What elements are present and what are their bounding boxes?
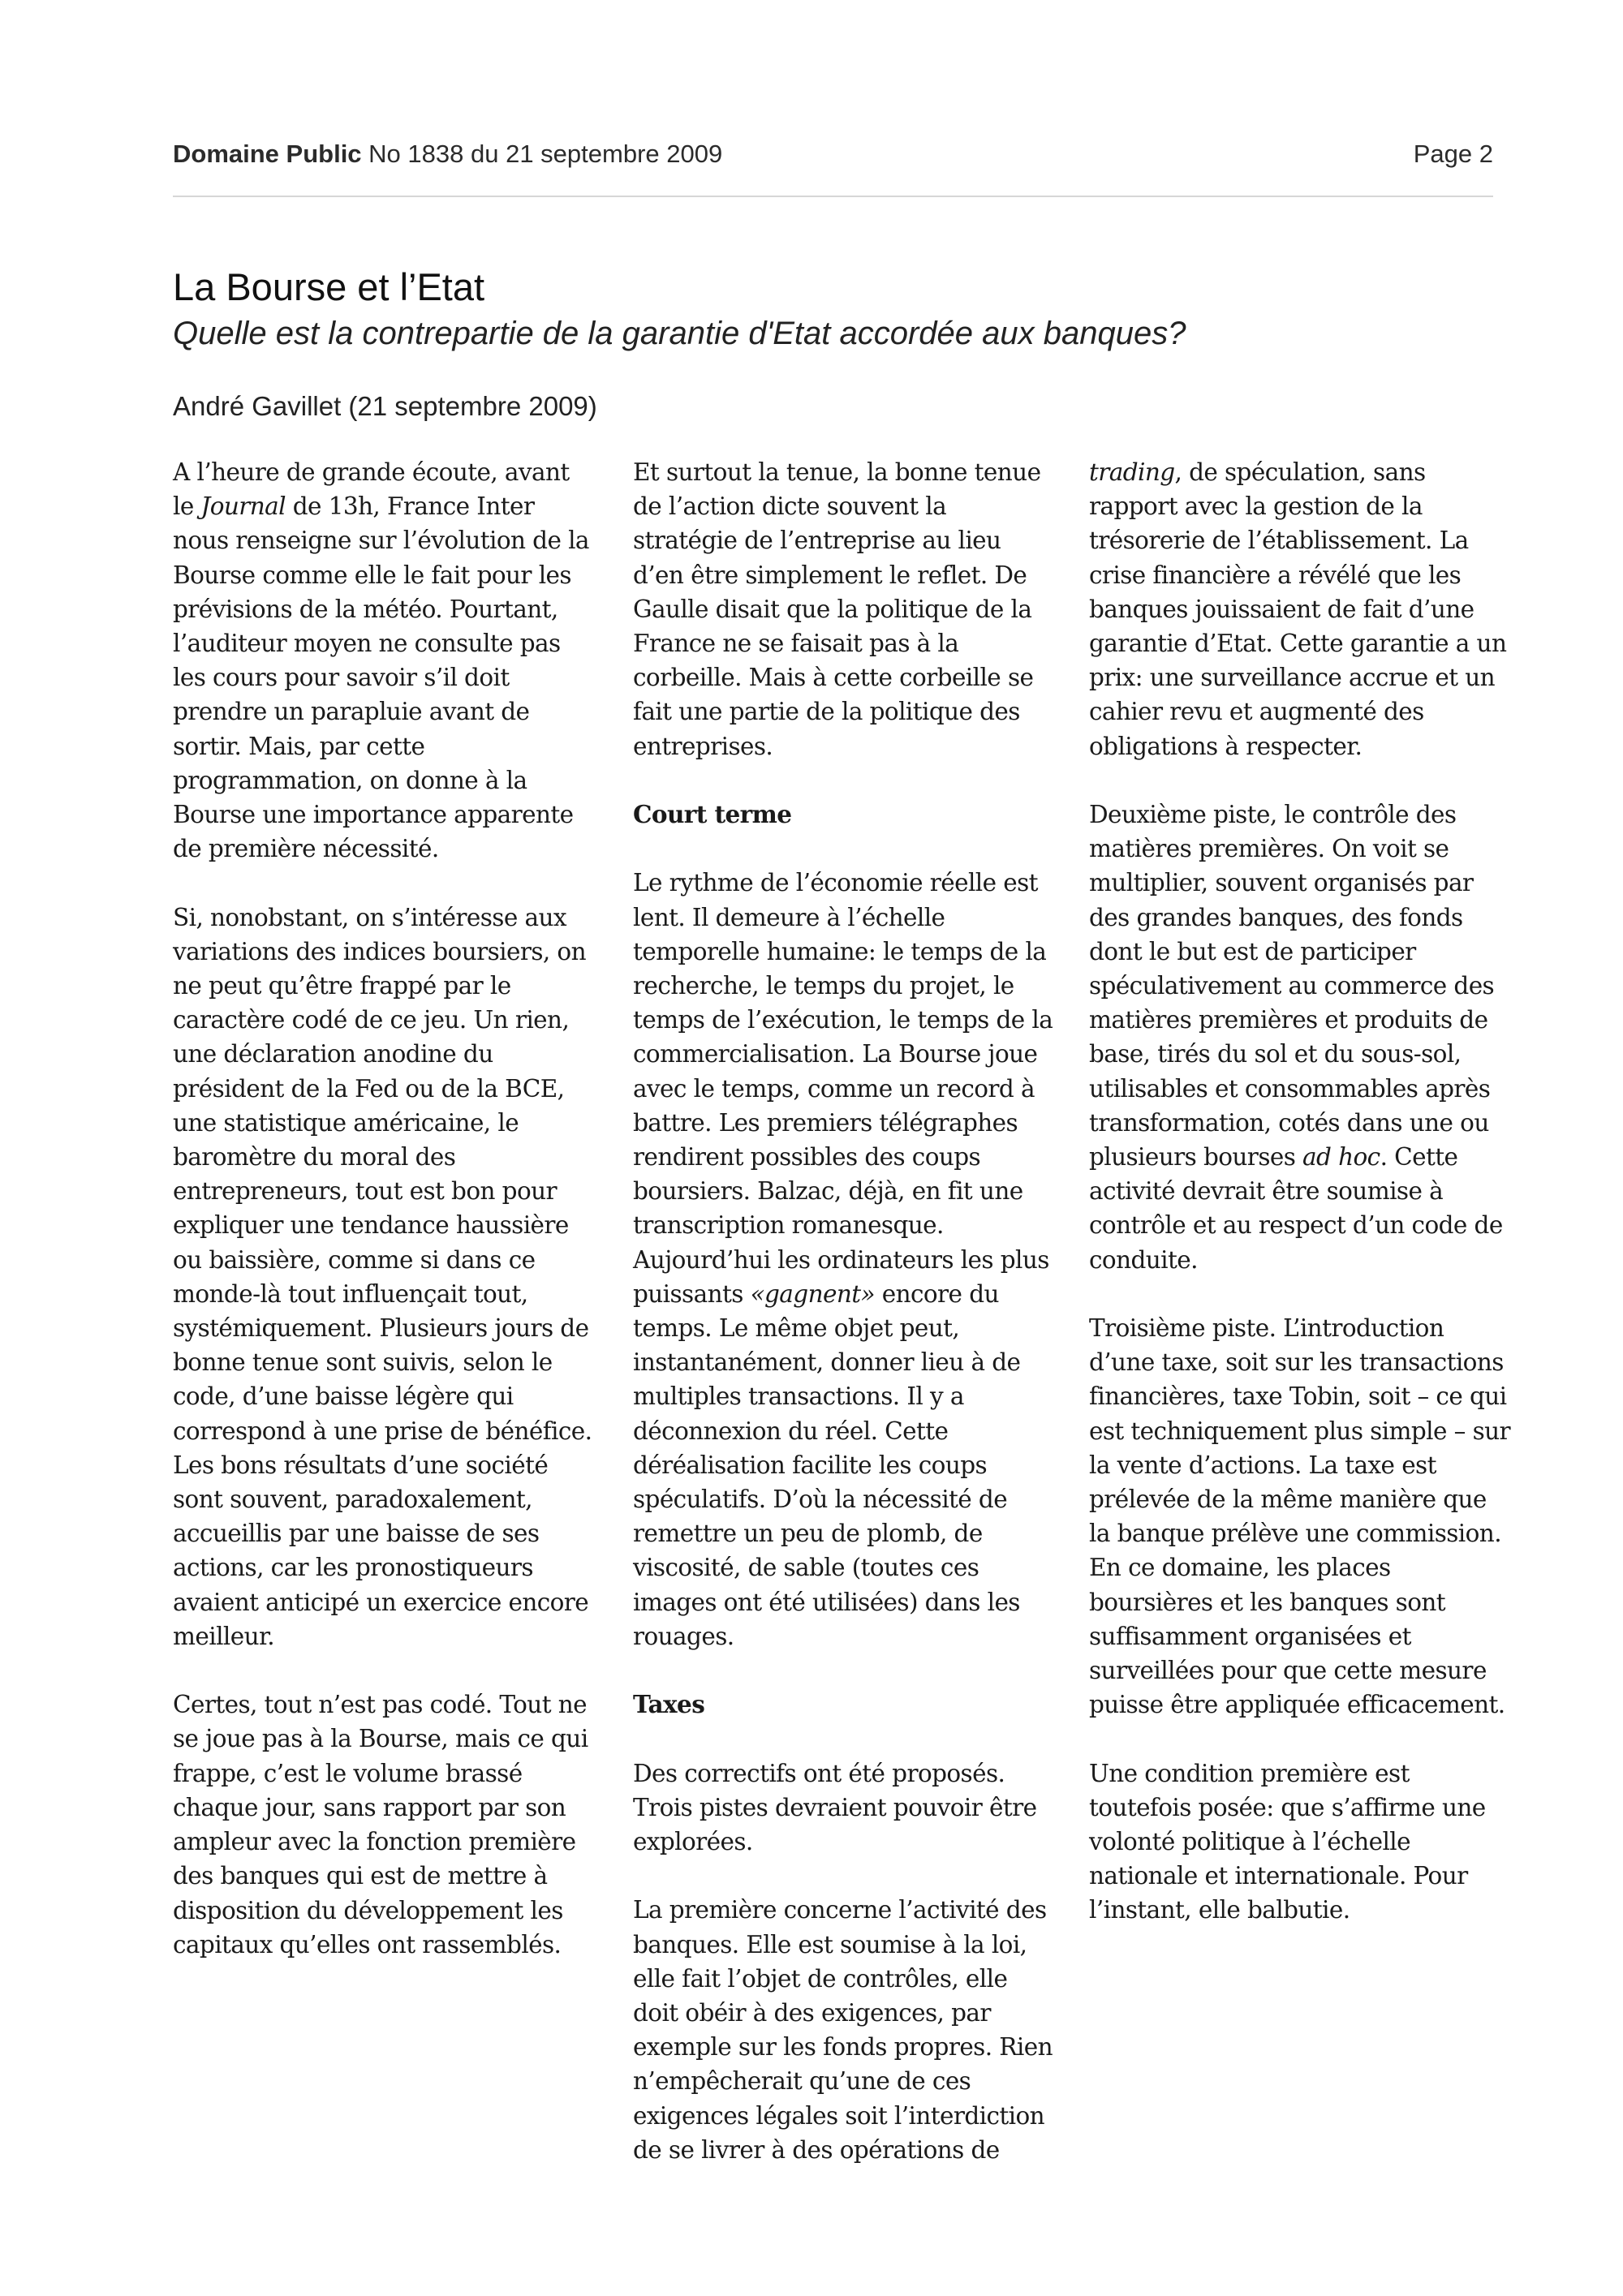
section-heading-taxes: Taxes xyxy=(633,1690,705,1719)
article-byline: André Gavillet (21 septembre 2009) xyxy=(173,391,597,421)
journal-emphasis: Journal xyxy=(200,492,286,521)
article-subtitle: Quelle est la contrepartie de la garantie d'Etat accordée aux banques? xyxy=(173,316,1186,351)
page-number: Page 2 xyxy=(1413,140,1493,168)
text-column-3 xyxy=(1089,455,1511,1962)
paragraph-continued: La première concerne l’activité des banques. Elle est soumise à la loi, elle fait l’objet de contrôles, elle doit obéir à des exigences, par exemple sur les fonds propres. Rien n’empêcherait qu’une de ces exigences légales soit l’interdiction de se livrer à des opérations de xyxy=(633,1896,1053,2164)
text-column-1 xyxy=(173,455,595,1996)
paragraph: Certes, tout n’est pas codé. Tout ne se joue pas à la Bourse, mais ce qui frappe, c’est le volume brassé chaque jour, sans rapport par son ampleur avec la fonction première des banques qui est de mettre à disposition du développement les capitaux qu’elles ont rassemblés. xyxy=(173,1691,588,1958)
paragraph: A l’heure de grande écoute, avant le Journal de 13h, France Inter nous renseigne sur l’évolution de la Bourse comme elle le fait pour les prévisions de la météo. Pourtant, l’auditeur moyen ne consulte pas les cours pour savoir s’il doit prendre un parapluie avant de sortir. Mais, par cette programmation, on donne à la Bourse une importance apparente de première nécessité. xyxy=(173,458,589,863)
section-heading-court-terme: Court terme xyxy=(633,800,792,829)
paragraph: Et surtout la tenue, la bonne tenue de l’action dicte souvent la stratégie de l’entreprise au lieu d’en être simplement le reflet. De Gaulle disait que la politique de la France ne se faisait pas à la corbeille. Mais à cette corbeille se fait une partie de la politique des entreprises. xyxy=(633,458,1041,760)
paragraph: Si, nonobstant, on s’intéresse aux variations des indices boursiers, on ne peut qu’être frappé par le caractère codé de ce jeu. Un rien, une déclaration anodine du président de la Fed ou de la BCE, une statistique américaine, le baromètre du moral des entrepreneurs, tout est bon pour expliquer une tendance haussière ou baissière, comme si dans ce monde-là tout influençait tout, systémiquement. Plusieurs jours de bonne tenue sont suivis, selon le code, d’une baisse légère qui correspond à une prise de bénéfice. Les bons résultats d’une société sont souvent, paradoxalement, accueillis par une baisse de ses actions, car les pronostiqueurs avaient anticipé un exercice encore meilleur. xyxy=(173,903,592,1650)
trading-emphasis: trading xyxy=(1089,458,1175,486)
gagnent-emphasis: «gagnent» xyxy=(750,1279,875,1308)
page-header xyxy=(173,135,1493,174)
article-title: La Bourse et l’Etat xyxy=(173,265,485,308)
text-column-2 xyxy=(633,455,1055,2167)
paragraph: Deuxième piste, le contrôle des matières premières. On voit se multiplier, souvent organisés par des grandes banques, des fonds dont le but est de participer spéculativement au commerce des matières premières et produits de base, tirés du sol et du sous-sol, utilisables et consommables après transformation, cotés dans une ou plusieurs bourses ad hoc. Cette activité devrait être soumise à contrôle et au respect d’un code de conduite. xyxy=(1089,801,1503,1274)
adhoc-emphasis: ad hoc xyxy=(1302,1143,1380,1172)
paragraph: Le rythme de l’économie réelle est lent. Il demeure à l’échelle temporelle humaine: le temps de la recherche, le temps du projet, le temps de l’exécution, le temps de la commercialisation. La Bourse joue avec le temps, comme un record à battre. Les premiers télégraphes rendirent possibles des coups boursiers. Balzac, déjà, en fit une transcription romanesque. Aujourd’hui les ordinateurs les plus puissants «gagnent» encore du temps. Le même objet peut, instantanément, donner lieu à de multiples transactions. Il y a déconnexion du réel. Cette déréalisation facilite les coups spéculatifs. D’où la nécessité de remettre un peu de plomb, de viscosité, de sable (toutes ces images ont été utilisées) dans les rouages. xyxy=(633,869,1053,1650)
issue-line xyxy=(173,135,722,174)
paragraph: Des correctifs ont été proposés. Trois pistes devraient pouvoir être explorées. xyxy=(633,1759,1037,1856)
issue-info: No 1838 du 21 septembre 2009 xyxy=(368,140,723,168)
paragraph-continuation: trading, de spéculation, sans rapport avec la gestion de la trésorerie de l’établissement. La crise financière a révélé que les banques jouissaient de fait d’une garantie d’Etat. Cette garantie a un prix: une surveillance accrue et un cahier revu et augmenté des obligations à respecter. xyxy=(1089,458,1507,760)
paragraph: Une condition première est toutefois posée: que s’affirme une volonté politique à l’échelle nationale et internationale. Pour l’instant, elle balbutie. xyxy=(1089,1759,1486,1924)
paragraph: Troisième piste. L’introduction d’une taxe, soit sur les transactions financières, taxe Tobin, soit – ce qui est techniquement plus simple – sur la vente d’actions. La taxe est prélevée de la même manière que la banque prélève une commission. En ce domaine, les places boursières et les banques sont suffisamment organisées et surveillées pour que cette mesure puisse être appliquée efficacement. xyxy=(1089,1314,1511,1719)
publication-name: Domaine Public xyxy=(173,140,362,168)
header-divider xyxy=(173,196,1493,197)
